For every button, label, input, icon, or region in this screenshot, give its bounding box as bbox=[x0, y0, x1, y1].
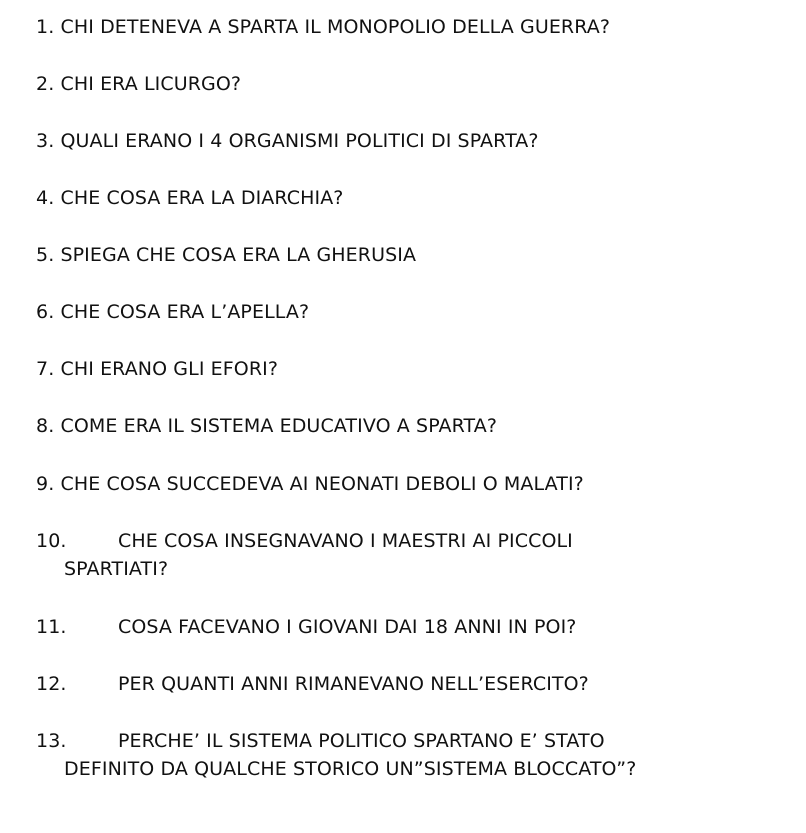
question-4 bbox=[36, 184, 776, 212]
question-text-continued: DEFINITO DA QUALCHE STORICO UN”SISTEMA BLOCCATO”? bbox=[64, 758, 637, 780]
question-text: CHE COSA ERA LA DIARCHIA? bbox=[60, 187, 344, 209]
question-9 bbox=[36, 470, 776, 498]
question-number: 2. bbox=[36, 73, 55, 95]
question-text: COME ERA IL SISTEMA EDUCATIVO A SPARTA? bbox=[60, 415, 498, 437]
question-number: 4. bbox=[36, 187, 55, 209]
question-text: CHI DETENEVA A SPARTA IL MONOPOLIO DELLA GUERRA? bbox=[60, 16, 611, 38]
question-text: QUALI ERANO I 4 ORGANISMI POLITICI DI SPARTA? bbox=[60, 130, 539, 152]
question-number: 7. bbox=[36, 358, 55, 380]
question-text: COSA FACEVANO I GIOVANI DAI 18 ANNI IN POI? bbox=[118, 616, 577, 638]
question-number: 3. bbox=[36, 130, 55, 152]
question-text: CHI ERANO GLI EFORI? bbox=[60, 358, 279, 380]
question-number: 10. bbox=[36, 530, 67, 552]
question-6 bbox=[36, 298, 776, 326]
question-3 bbox=[36, 127, 776, 155]
question-number: 8. bbox=[36, 415, 55, 437]
question-text-continued: SPARTIATI? bbox=[64, 558, 169, 580]
question-11 bbox=[36, 613, 776, 641]
question-1 bbox=[36, 13, 776, 41]
question-10 bbox=[36, 527, 776, 583]
question-text: PERCHE’ IL SISTEMA POLITICO SPARTANO E’ STATO bbox=[118, 730, 605, 752]
question-number: 1. bbox=[36, 16, 55, 38]
question-text: CHE COSA ERA L’APELLA? bbox=[60, 301, 310, 323]
question-number: 6. bbox=[36, 301, 55, 323]
question-text: CHE COSA INSEGNAVANO I MAESTRI AI PICCOLI bbox=[118, 530, 573, 552]
question-8 bbox=[36, 412, 776, 440]
question-number: 13. bbox=[36, 730, 67, 752]
question-number: 11. bbox=[36, 616, 67, 638]
question-13 bbox=[36, 727, 776, 783]
question-2 bbox=[36, 70, 776, 98]
question-text: PER QUANTI ANNI RIMANEVANO NELL’ESERCITO? bbox=[118, 673, 589, 695]
question-text: CHE COSA SUCCEDEVA AI NEONATI DEBOLI O MALATI? bbox=[60, 473, 584, 495]
question-number: 5. bbox=[36, 244, 55, 266]
question-text: SPIEGA CHE COSA ERA LA GHERUSIA bbox=[60, 244, 417, 266]
question-5 bbox=[36, 241, 776, 269]
question-text: CHI ERA LICURGO? bbox=[60, 73, 242, 95]
question-number: 9. bbox=[36, 473, 55, 495]
question-12 bbox=[36, 670, 776, 698]
question-number: 12. bbox=[36, 673, 67, 695]
question-7 bbox=[36, 355, 776, 383]
